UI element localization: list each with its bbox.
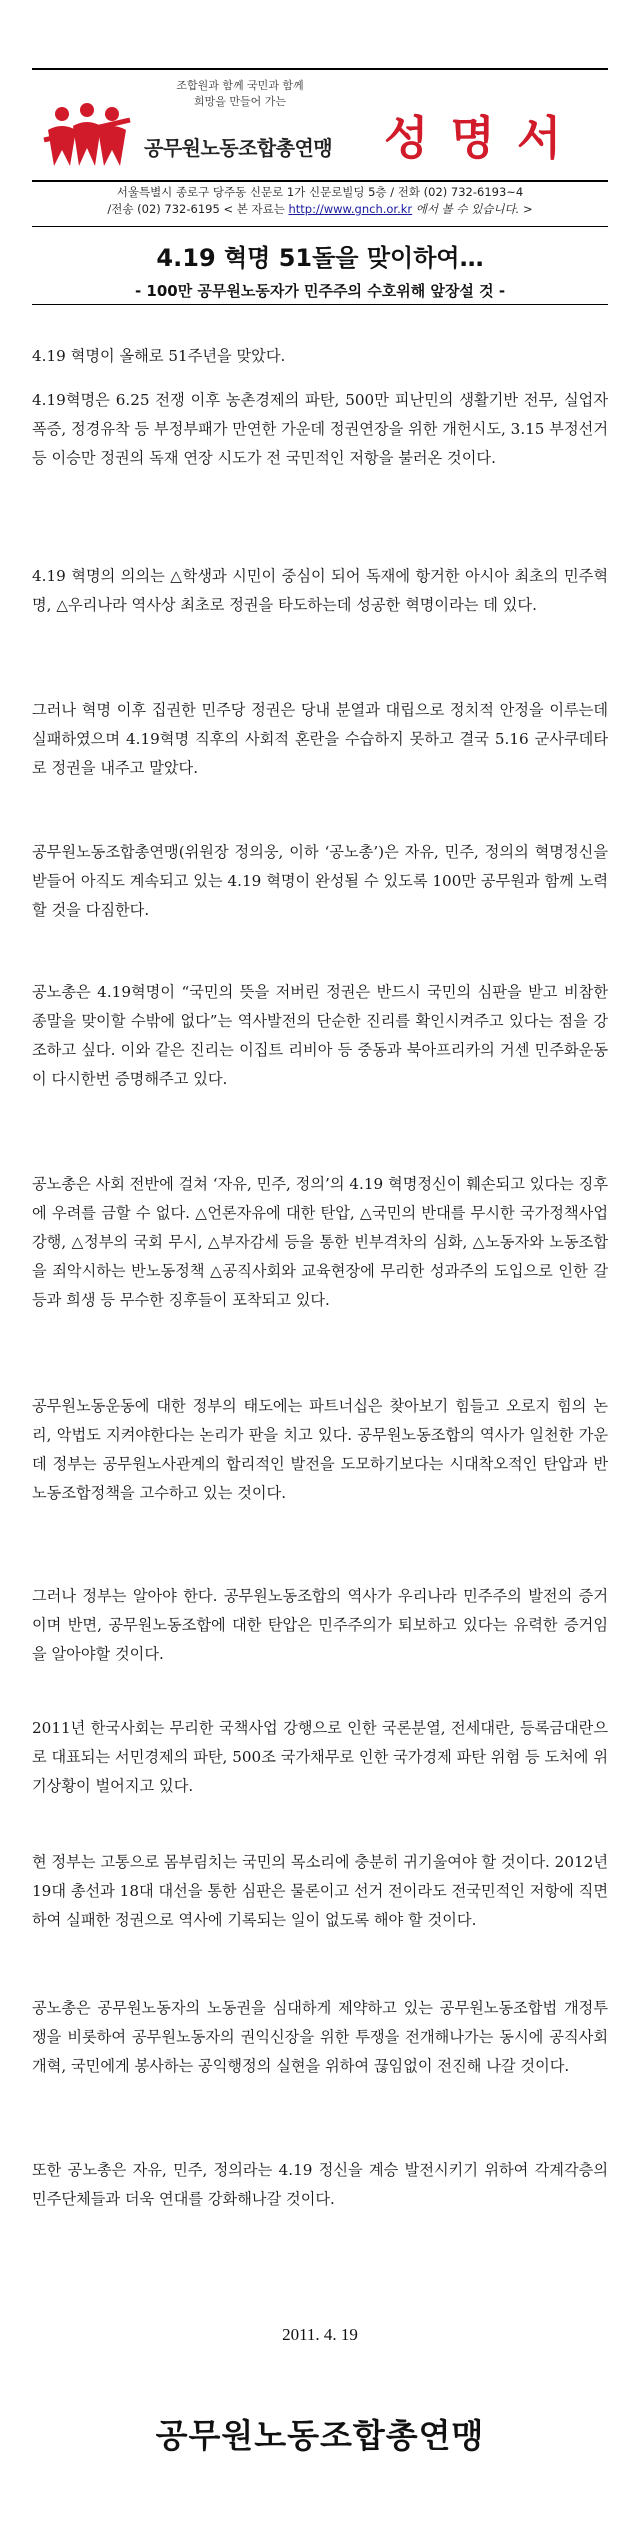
statement-title: 4.19 혁명 51돌을 맞이하여… [156, 244, 484, 272]
header-bottom-rule [32, 180, 608, 182]
paragraph: 2011년 한국사회는 무리한 국책사업 강행으로 인한 국론분열, 전세대란, 등록금대란으로 대표되는 서민경제의 파탄, 500조 국가채무로 인한 국가경제 파탄 위험 등 도처에 위기상황이 벌어지고 있다. [32, 1719, 608, 1795]
document-type: 성명서 [384, 111, 584, 165]
contact-line [32, 201, 608, 218]
org-slogan [150, 78, 330, 110]
org-name: 공무원노동조합총연맹 [144, 136, 333, 160]
paragraph: 4.19혁명은 6.25 전쟁 이후 농촌경제의 파탄, 500만 피난민의 생활기반 전무, 실업자 폭증, 정경유착 등 부정부패가 만연한 가운데 정권연장을 위한 개헌시도, 3.15 부정선거 등 이승만 정권의 독재 연장 시도가 전 국민적인 저항을 불러온 것이다. [32, 391, 608, 467]
slogan-line: 희망을 만들어 가는 [193, 95, 286, 108]
paragraph: 그러나 혁명 이후 집권한 민주당 정권은 당내 분열과 대립으로 정치적 안정을 이루는데 실패하였으며 4.19혁명 직후의 사회적 혼란을 수습하지 못하고 결국 5.16 군사쿠데타로 정권을 내주고 말았다. [32, 701, 609, 777]
paragraph: 공노총은 사회 전반에 걸쳐 ‘자유, 민주, 정의’의 4.19 혁명정신이 훼손되고 있다는 징후에 우려를 금할 수 없다. △언론자유에 대한 탄압, △국민의 반대를 무시한 국가정책사업 강행, △정부의 국회 무시, △부자감세 등을 통한 빈부격차의 심화, △노동자와 노동조합을 죄악시하는 반노동정책 △공직사회와 교육현장에 무리한 성과주의 도입으로 인한 갈등과 희생 등 무수한 징후들이 포착되고 있다. [32, 1175, 608, 1309]
title-bottom-rule [32, 304, 608, 305]
contact-block [32, 184, 608, 218]
website-note: 에서 볼 수 있습니다. > [415, 202, 533, 216]
paragraph: 공노총은 공무원노동자의 노동권을 심대하게 제약하고 있는 공무원노동조합법 개정투쟁을 비롯하여 공무원노동자의 권익신장을 위한 투쟁을 전개해나가는 동시에 공직사회 개혁, 국민에게 봉사하는 공익행정의 실현을 위하여 끊임없이 전진해 나갈 것이다. [32, 1999, 608, 2075]
paragraph: 또한 공노총은 자유, 민주, 정의라는 4.19 정신을 계승 발전시키기 위하여 각계각층의 민주단체들과 더욱 연대를 강화해나갈 것이다. [32, 2161, 608, 2208]
fax-text: /전송 (02) 732-6195 < 본 자료는 [107, 202, 285, 216]
letterhead [32, 70, 608, 180]
people-logo-icon [42, 100, 132, 170]
signature-org: 공무원노동조합총연맹 [155, 2416, 485, 2455]
address-line: 서울특별시 종로구 당주동 신문로 1가 신문로빌딩 5층 / 전화 (02) 732-6193~4 [116, 185, 524, 199]
website-link[interactable]: http://www.gnch.or.kr [288, 202, 413, 216]
slogan-line: 조합원과 함께 국민과 함께 [176, 79, 304, 92]
paragraph: 4.19 혁명의 의의는 △학생과 시민이 중심이 되어 독재에 항거한 아시아 최초의 민주혁명, △우리나라 역사상 최초로 정권을 타도하는데 성공한 혁명이라는 데 있다. [32, 567, 608, 614]
paragraph: 그러나 정부는 알아야 한다. 공무원노동조합의 역사가 우리나라 민주주의 발전의 증거이며 반면, 공무원노동조합에 대한 탄압은 민주주의가 퇴보하고 있다는 유력한 증거임을 알아야할 것이다. [32, 1587, 608, 1663]
statement-subtitle: - 100만 공무원노동자가 민주주의 수호위해 앞장설 것 - [134, 282, 506, 300]
paragraph: 공무원노동운동에 대한 정부의 태도에는 파트너십은 찾아보기 힘들고 오로지 힘의 논리, 악법도 지켜야한다는 논리가 판을 치고 있다. 공무원노동조합의 역사가 일천한 가운데 정부는 공무원노사관계의 합리적인 발전을 도모하기보다는 시대착오적인 탄압과 반노동조합정책을 고수하고 있는 것이다. [32, 1397, 608, 1502]
title-top-rule [32, 226, 608, 227]
paragraph: 공노총은 4.19혁명이 “국민의 뜻을 저버린 정권은 반드시 국민의 심판을 받고 비참한 종말을 맞이할 수밖에 없다”는 역사발전의 단순한 진리를 확인시켜주고 있다는 점을 강조하고 싶다. 이와 같은 진리는 이집트 리비아 등 중동과 북아프리카의 거센 민주화운동이 다시한번 증명해주고 있다. [32, 983, 608, 1088]
paragraph: 공무원노동조합총연맹(위원장 정의웅, 이하 ‘공노총’)은 자유, 민주, 정의의 혁명정신을 받들어 아직도 계속되고 있는 4.19 혁명이 완성될 수 있도록 100만 공무원과 함께 노력할 것을 다짐한다. [32, 843, 608, 919]
paragraph: 4.19 혁명이 올해로 51주년을 맞았다. [32, 347, 286, 365]
statement-date: 2011. 4. 19 [282, 2325, 358, 2344]
paragraph: 현 정부는 고통으로 몸부림치는 국민의 목소리에 충분히 귀기울여야 할 것이다. 2012년 19대 총선과 18대 대선을 통한 심판은 물론이고 선거 전이라도 전국민적인 저항에 직면하여 실패한 정권으로 역사에 기록되는 일이 없도록 해야 할 것이다. [32, 1853, 608, 1929]
